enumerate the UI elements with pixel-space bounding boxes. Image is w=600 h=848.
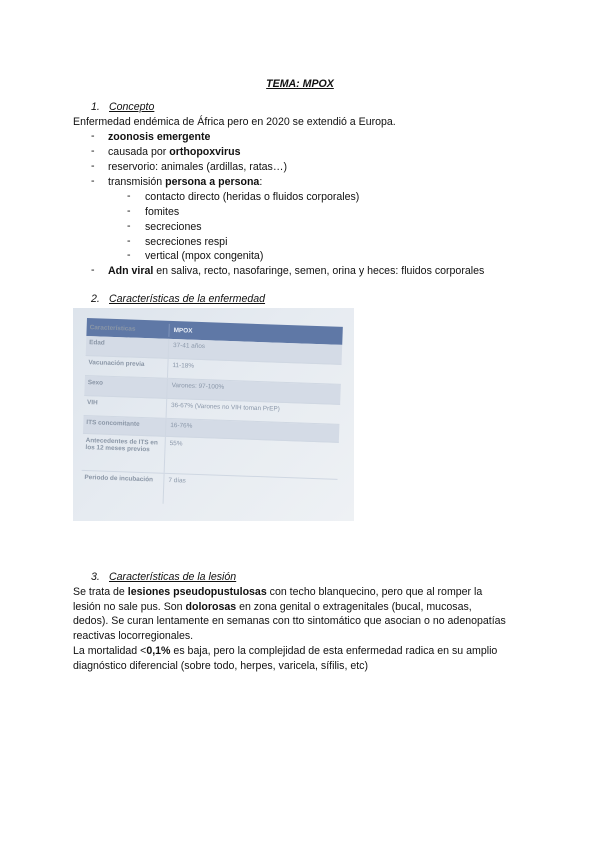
row-label: ITS concomitante [86, 419, 140, 428]
paragraph-line: diagnóstico diferencial (sobre todo, herpes, varicela, sífilis, etc) [73, 660, 369, 672]
table-photo [73, 308, 354, 521]
bullet-dash: - [91, 160, 95, 172]
section-1-heading [91, 101, 154, 113]
paragraph-line: dedos). Se curan lentamente en semanas con tto sintomático que asocian o no adenopatías [73, 615, 506, 627]
bullet-item: reservorio: animales (ardillas, ratas…) [108, 161, 287, 173]
row-value: 36-67% (Varones no VIH toman PrEP) [166, 399, 341, 424]
sub-bullet-item: secreciones [145, 221, 202, 233]
paragraph-line: Se trata de lesiones pseudopustulosas con techo blanquecino, pero que al romper la [73, 586, 483, 598]
sub-bullet-item: contacto directo (heridas o fluidos corporales) [145, 191, 360, 203]
page-title: TEMA: MPOX [266, 78, 334, 90]
section-2-heading [91, 293, 265, 305]
bullet-dash: - [91, 264, 95, 276]
paragraph-line: reactivas locorregionales. [73, 630, 194, 642]
bullet-item: Adn viral en saliva, recto, nasofaringe, semen, orina y heces: fluidos corporales [108, 265, 485, 277]
row-label: Vacunación previa [88, 359, 145, 369]
bullet-item: causada por orthopoxvirus [108, 146, 241, 158]
section-3-heading [91, 571, 236, 583]
section-number: 2. [91, 293, 100, 305]
row-label: Antecedentes de ITS en los 12 meses previos [85, 437, 158, 454]
sub-bullet-dash: - [127, 235, 131, 247]
bullet-dash: - [91, 175, 95, 187]
section-title: Concepto [109, 101, 155, 113]
sub-bullet-item: vertical (mpox congenita) [145, 250, 264, 262]
paragraph-line: La mortalidad <0,1% es baja, pero la complejidad de esta enfermedad radica en su amplio [73, 645, 498, 657]
sub-bullet-dash: - [127, 190, 131, 202]
header-cell: Características [89, 323, 136, 333]
row-value: 7 días [163, 474, 338, 510]
sub-bullet-dash: - [127, 205, 131, 217]
row-value: Varones: 97-100% [166, 379, 341, 404]
sub-bullet-item: fomites [145, 206, 180, 218]
row-value: 16-76% [165, 419, 339, 442]
characteristics-table [81, 318, 343, 510]
paragraph-line: lesión no sale pus. Son dolorosas en zona genital o extragenitales (bucal, mucosas, [73, 601, 472, 613]
section-title: Características de la lesión [109, 571, 237, 583]
bullet-dash: - [91, 145, 95, 157]
row-label: VIH [86, 399, 98, 407]
sub-bullet-dash: - [127, 249, 131, 261]
row-value: 11-18% [167, 359, 342, 384]
row-value: 55% [164, 437, 339, 479]
bullet-dash: - [91, 130, 95, 142]
bullet-item: zoonosis emergente [108, 131, 211, 143]
sub-bullet-item: secreciones respi [145, 236, 228, 248]
row-label: Edad [89, 339, 105, 347]
intro-text: Enfermedad endémica de África pero en 2020 se extendió a Europa. [73, 116, 396, 128]
section-title: Características de la enfermedad [109, 293, 266, 305]
row-label: Periodo de incubación [84, 474, 154, 484]
row-value: 37-41 años [168, 339, 343, 364]
row-label: Sexo [87, 379, 104, 387]
sub-bullet-dash: - [127, 220, 131, 232]
header-cell: MPOX [168, 323, 342, 342]
bullet-item: transmisión persona a persona: [108, 176, 263, 188]
section-number: 3. [91, 571, 100, 583]
section-number: 1. [91, 101, 100, 113]
